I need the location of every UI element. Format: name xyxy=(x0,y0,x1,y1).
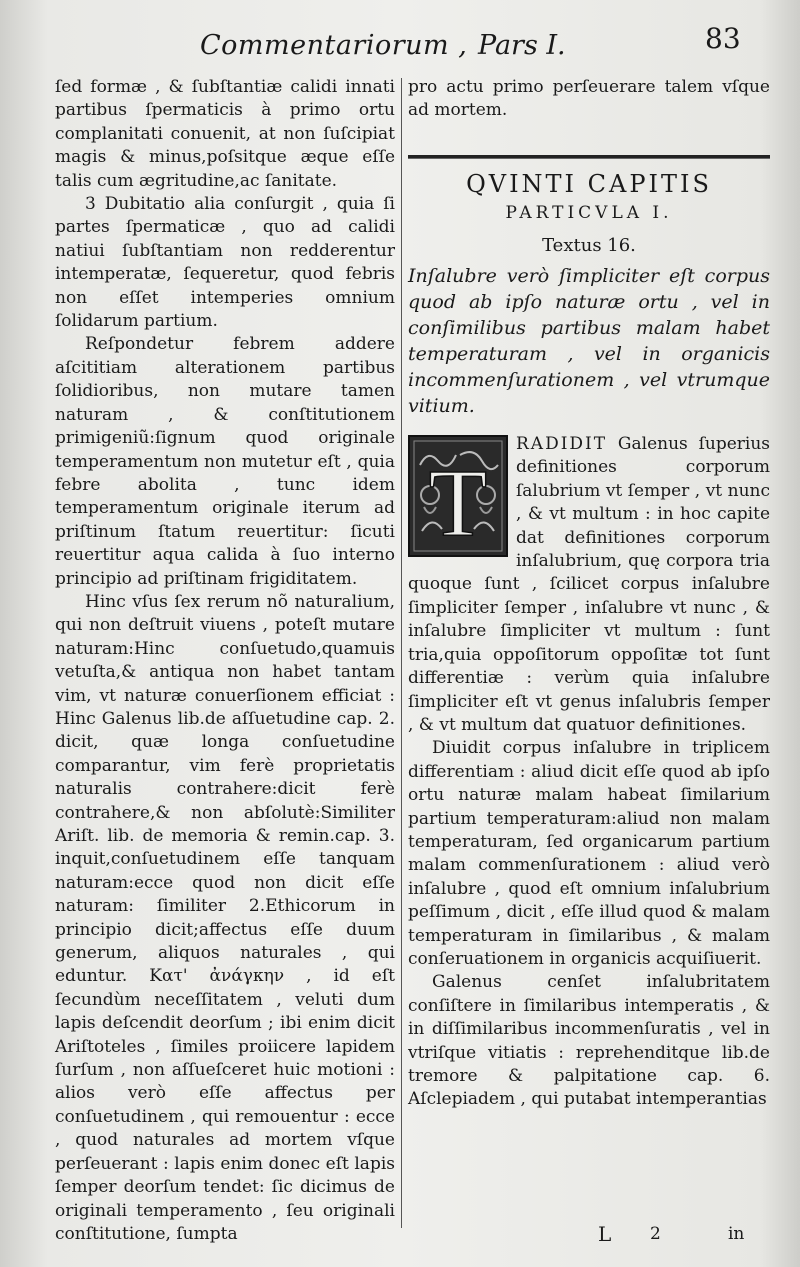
section-rule xyxy=(408,155,770,159)
lemma-text: Inſalubre verò ſimpliciter eſt corpus quod ab ipſo naturæ ortu , vel in conſimilibus partibus malam habet temperaturam , vel in organicis incommenſurationem , vel vtrumque vitium. xyxy=(408,265,770,418)
continuation-text: pro actu primo perſeuerare talem vſque ad mortem. xyxy=(408,77,770,121)
page-footer xyxy=(0,1222,800,1262)
opening-paragraph: Galenus ſuperius definitiones corporum ſalubrium vt ſemper , vt nunc , & vt multum : in hoc capite dat definitiones corporum inſalubrium, quę corpora tria quoque ſunt , ſcilicet corpus inſalubre ſimpliciter ſemper , inſalubre vt nunc , & inſalubre ſimpliciter vt multum : ſunt tria,quia oppoſitorum oppoſitæ tot ſunt differentiæ : verùm quia inſalubre ſimpliciter eſt vt genus inſalubris ſemper , & vt multum dat quatuor definitiones. xyxy=(408,434,770,735)
page-number: 83 xyxy=(705,22,741,55)
commentary-opening xyxy=(408,433,770,737)
initial-letter: T xyxy=(428,449,488,557)
running-title: Commentariorum , xyxy=(200,30,468,61)
left-column xyxy=(55,76,395,1246)
textus-label: Textus 16. xyxy=(542,234,636,256)
running-head xyxy=(0,18,800,68)
decorated-initial xyxy=(408,435,508,557)
running-part: Pars I. xyxy=(478,30,566,61)
right-paragraph-1: Diuidit corpus inſalubre in triplicem differentiam : aliud dicit eſſe quod ab ipſo ortu naturæ malam habeat ſimilarium partium temperaturam:aliud non malam temperaturam, ſed organicarum partium malam commenſurationem : aliud verò inſalubre , quod eſt omnium inſalubrium peſſimum , dicit , eſſe illud quod & malam temperaturam in ſimilaribus , & malam conſeruationem in organicis acquiſiuerit. xyxy=(408,738,770,969)
decorated-initial-icon xyxy=(408,435,508,557)
left-paragraph-1: ſed formæ , & ſubſtantiæ calidi innati partibus ſpermaticis à primo ortu complanitati conuenit, at non ſuſcipiat magis & minus,poſsitque æque eſſe talis cum ægritudine,ac ſanitate. xyxy=(55,77,395,191)
left-paragraph-3: Reſpondetur febrem addere aſcititiam alterationem partibus ſolidioribus, non mutare tamen naturam , & conſtitutionem primigeniũ:ſignum quod originale temperamentum non mutetur eſt , quia febre abolita , tunc idem temperamentum originale iterum ad priſtinum ſtatum reuertitur: ſicuti reuertitur aqua calida à ſuo interno principio ad priſtinam frigiditatem. xyxy=(55,334,395,589)
opening-word: RADIDIT xyxy=(516,434,608,455)
signature-mark: L xyxy=(598,1222,612,1246)
catchword: in xyxy=(728,1224,745,1244)
signature-number: 2 xyxy=(650,1224,661,1244)
column-divider xyxy=(401,78,402,1228)
left-paragraph-4: Hinc vſus ſex rerum nõ naturalium, qui non deſtruit viuens , poteſt mutare naturam:Hinc conſuetudo,quamuis vetuſta,& antiqua non habet tantam vim, vt naturæ conuerſionem efficiat : Hinc Galenus lib.de aſſuetudine cap. 2. dicit, quæ longa conſuetudine comparantur, vim ferè proprietatis naturalis contrahere:dicit ferè contrahere,& non abſolutè:Similiter Ariſt. lib. de memoria & remin.cap. 3. inquit,conſuetudinem eſſe tanquam naturam:ecce quod non dicit eſſe naturam: ſimiliter 2.Ethicorum in principio dicit;affectus eſſe duum generum, aliquos naturales , qui eduntur. Κατ' ἀνάγκην , id eſt ſecundùm neceſſitatem , veluti dum lapis deſcendit deorſum ; ibi enim dicit Ariſtoteles , ſimiles proiicere lapidem ſurſum , non aſſueſceret huic motioni : alios verò eſſe affectus per conſuetudinem , qui remouentur : ecce , quod naturales ad mortem vſque perſeuerant : lapis enim donec eſt lapis ſemper deorſum tendet: ſic dicimus de originali temperamento , ſeu originali conſtitutione, ſumpta xyxy=(55,591,395,1244)
left-paragraph-2: 3 Dubitatio alia conſurgit , quia ſi partes ſpermaticæ , quo ad calidi natiui ſubſtantiam non redderentur intemperatæ, ſequeretur, quod febris non eſſet intemperies omnium ſolidarum partium. xyxy=(55,194,395,332)
particle-heading: PARTICVLA I. xyxy=(505,203,673,224)
right-paragraph-2: Galenus cenſet inſalubritatem conſiſtere in ſimilaribus intemperatis , & in diſſimilaribus incommenſuratis , vel in vtriſque vitiatis : reprehenditque lib.de tremore & palpitatione cap. 6. Aſclepiadem , qui putabat intemperantias xyxy=(408,972,770,1110)
chapter-heading: QVINTI CAPITIS xyxy=(466,169,712,198)
right-column xyxy=(408,76,770,1112)
